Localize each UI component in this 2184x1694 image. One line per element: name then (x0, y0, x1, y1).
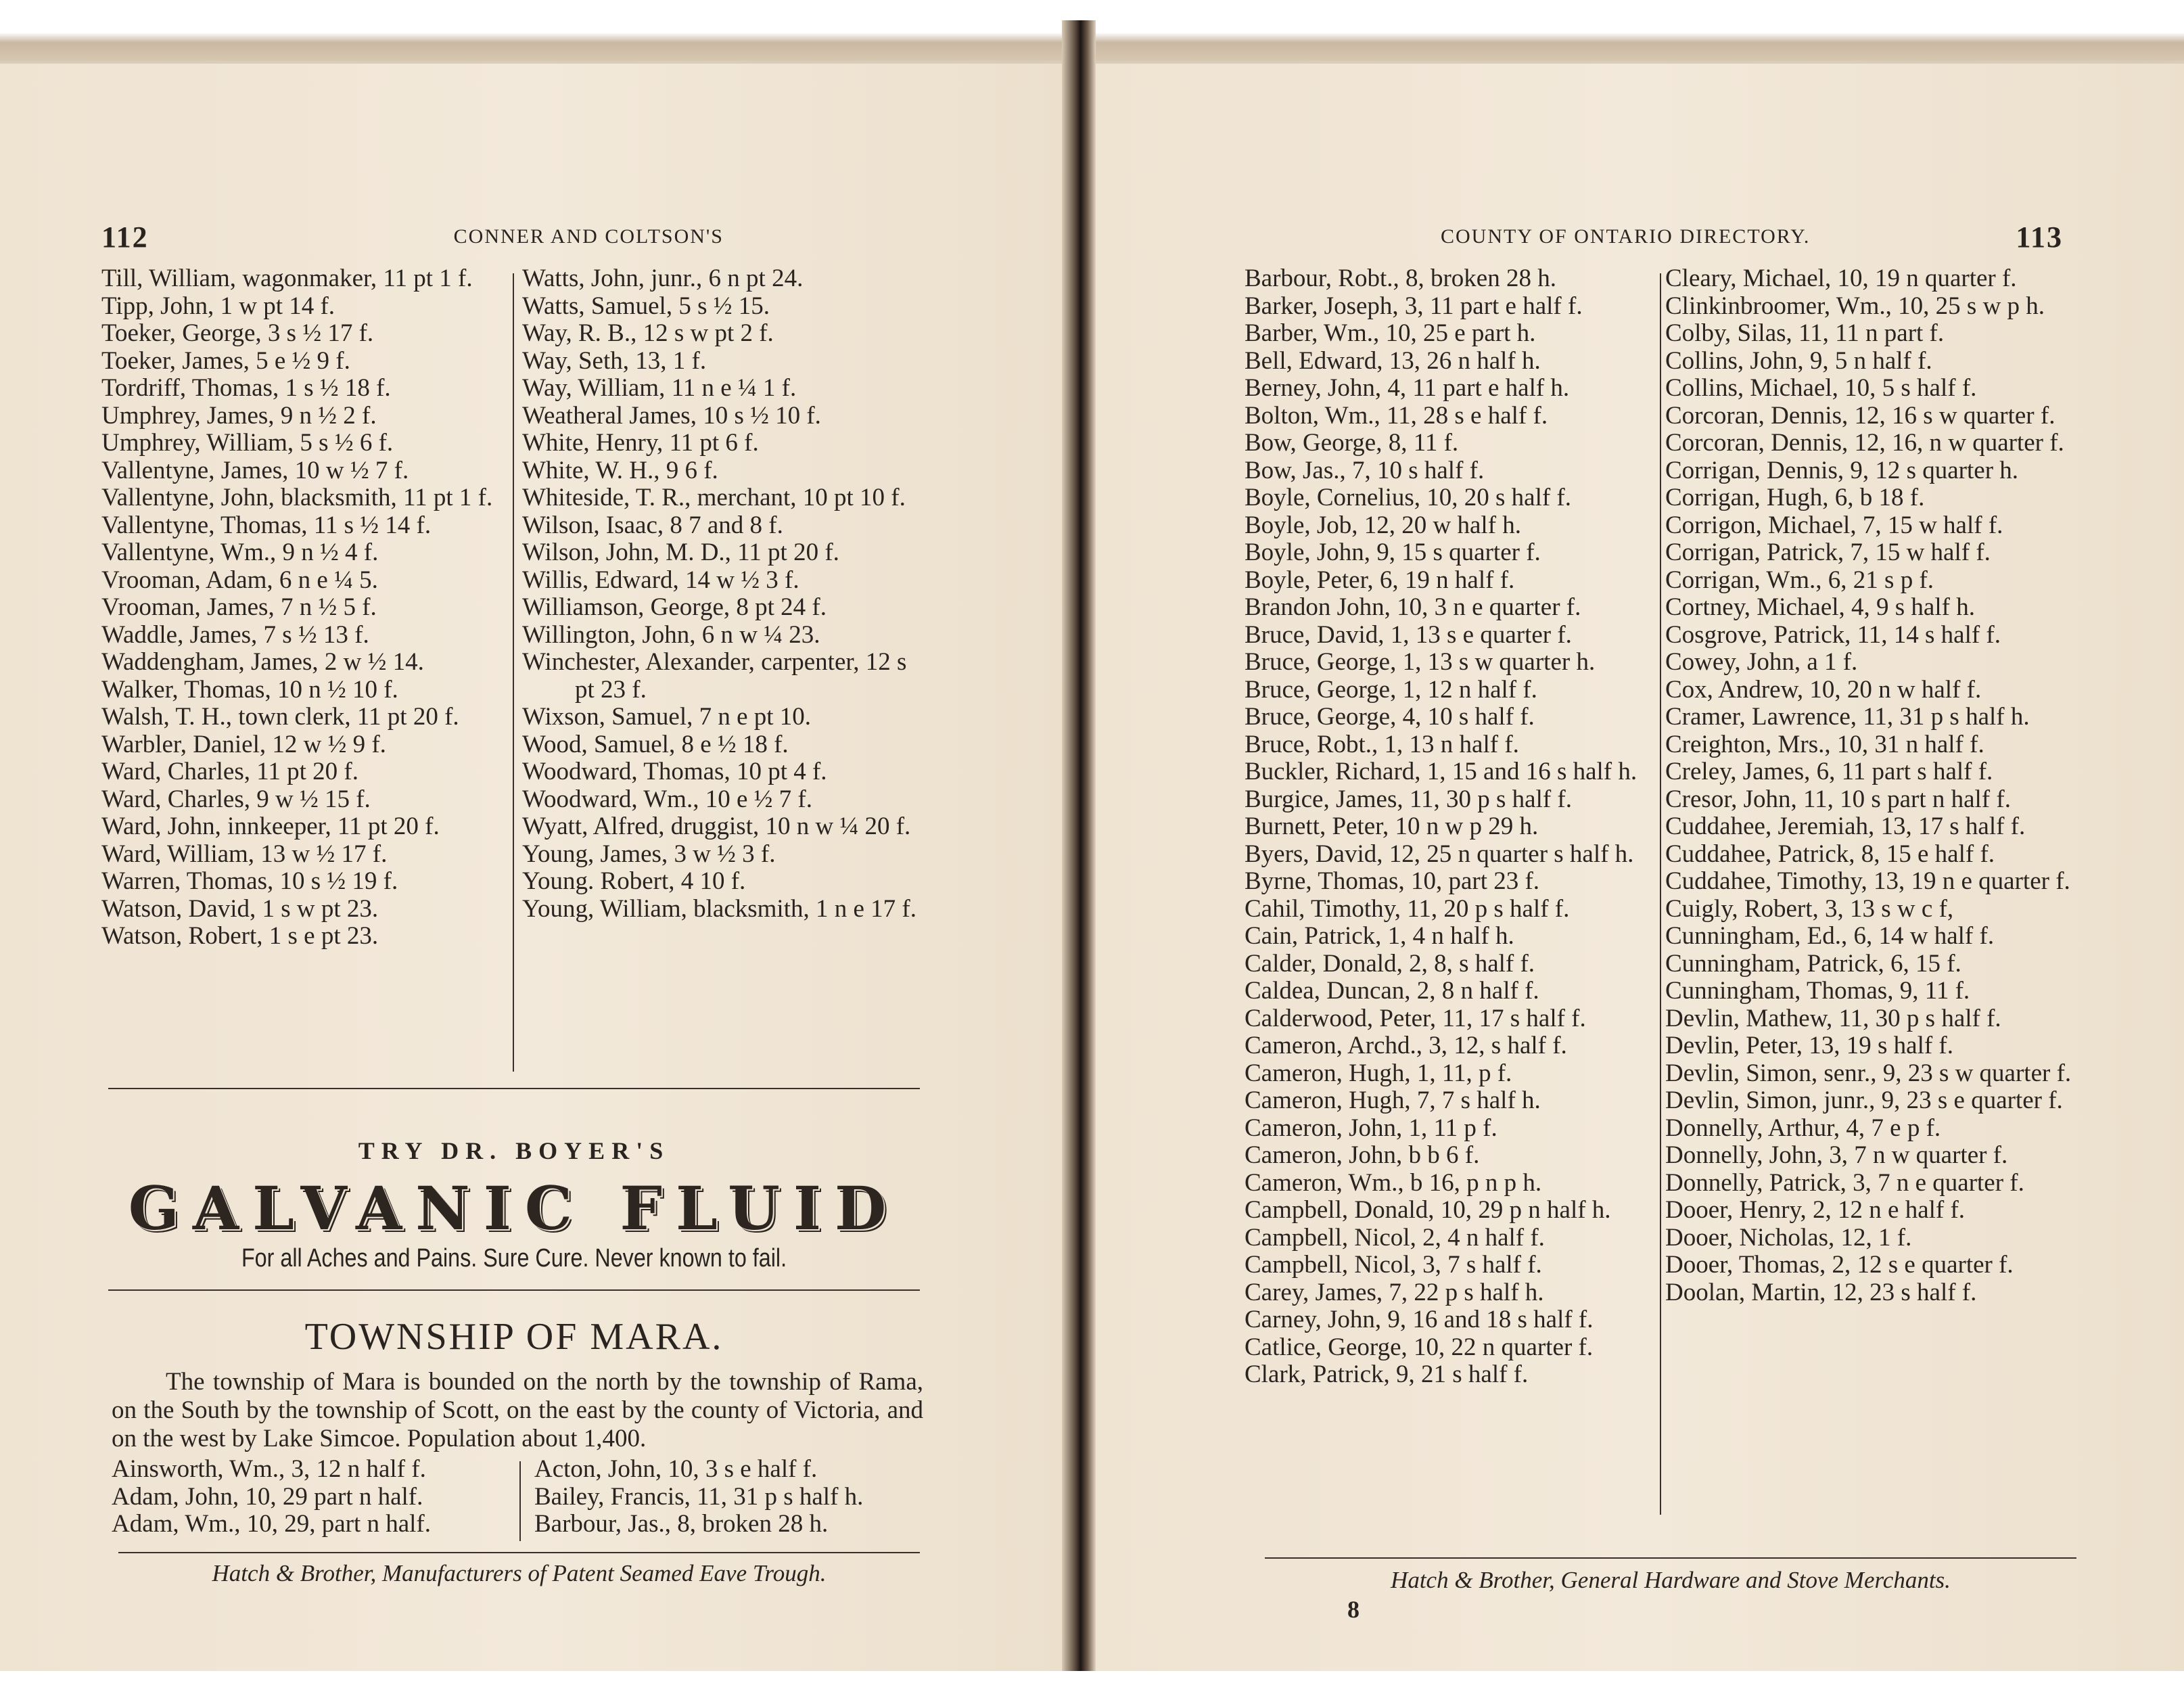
directory-entry: Ward, William, 13 w ½ 17 f. (101, 840, 388, 868)
directory-entry: Vrooman, Adam, 6 n e ¼ 5. (101, 566, 378, 594)
directory-entry: Devlin, Peter, 13, 19 s half f. (1665, 1032, 1953, 1059)
directory-entry: Creighton, Mrs., 10, 31 n half f. (1665, 730, 1984, 758)
directory-entry: Devlin, Simon, junr., 9, 23 s e quarter f. (1665, 1086, 2063, 1114)
directory-entry: Corrigan, Wm., 6, 21 s p f. (1665, 566, 1934, 594)
directory-entry: Cosgrove, Patrick, 11, 14 s half f. (1665, 620, 2001, 649)
directory-entry: Collins, Michael, 10, 5 s half f. (1665, 374, 1977, 402)
directory-entry: Cameron, Archd., 3, 12, s half f. (1245, 1032, 1567, 1059)
directory-entry: Donnelly, Patrick, 3, 7 n e quarter f. (1665, 1168, 2024, 1197)
directory-entry: Boyle, Job, 12, 20 w half h. (1245, 511, 1522, 539)
directory-entry: Cameron, John, b b 6 f. (1245, 1141, 1480, 1169)
signature-mark: 8 (1347, 1596, 1360, 1623)
directory-entry: Burgice, James, 11, 30 p s half f. (1245, 785, 1572, 813)
page-footer: Hatch & Brother, Manufacturers of Patent Seamed Eave Trough. (212, 1560, 827, 1586)
section-rule (108, 1289, 920, 1291)
directory-entry: Cox, Andrew, 10, 20 n w half f. (1665, 675, 1982, 704)
directory-entry: Ainsworth, Wm., 3, 12 n half f. (112, 1455, 426, 1483)
directory-entry: Bruce, George, 4, 10 s half f. (1245, 703, 1535, 731)
left-page-header (101, 216, 981, 257)
directory-entry: Tordriff, Thomas, 1 s ½ 18 f. (101, 374, 391, 402)
section-rule (108, 1088, 920, 1089)
directory-entry: Adam, John, 10, 29 part n half. (112, 1482, 423, 1511)
column-divider (513, 273, 514, 1072)
directory-entry: Bruce, David, 1, 13 s e quarter f. (1245, 620, 1572, 649)
directory-entry: Boyle, John, 9, 15 s quarter f. (1245, 539, 1541, 566)
directory-entry: Way, William, 11 n e ¼ 1 f. (522, 374, 797, 402)
directory-entry: Cowey, John, a 1 f. (1665, 648, 1858, 676)
directory-entry: Bailey, Francis, 11, 31 p s half h. (534, 1482, 864, 1511)
directory-entry: Campbell, Nicol, 2, 4 n half f. (1245, 1223, 1545, 1252)
directory-entry: Cunningham, Thomas, 9, 11 f. (1665, 977, 1970, 1005)
directory-entry: Cuddahee, Patrick, 8, 15 e half f. (1665, 840, 1995, 868)
directory-entry: Acton, John, 10, 3 s e half f. (534, 1455, 818, 1483)
directory-entry: Cameron, Hugh, 1, 11, p f. (1245, 1059, 1512, 1087)
directory-entry: Dooer, Thomas, 2, 12 s e quarter f. (1665, 1251, 2014, 1279)
directory-entry: Williamson, George, 8 pt 24 f. (522, 593, 827, 621)
directory-entry: Corrigan, Patrick, 7, 15 w half f. (1665, 539, 1991, 566)
directory-entry: Donnelly, John, 3, 7 n w quarter f. (1665, 1141, 2008, 1169)
directory-entry: Vallentyne, James, 10 w ½ 7 f. (101, 456, 409, 484)
left-column-1 (101, 265, 497, 951)
directory-entry: Watts, John, junr., 6 n pt 24. (522, 265, 804, 292)
directory-entry: Wilson, John, M. D., 11 pt 20 f. (522, 539, 839, 566)
directory-entry: Bow, Jas., 7, 10 s half f. (1245, 456, 1485, 484)
directory-entry: Corrigan, Hugh, 6, b 18 f. (1665, 484, 1925, 511)
directory-entry: Willis, Edward, 14 w ½ 3 f. (522, 566, 799, 594)
footer-rule (1265, 1557, 2076, 1559)
directory-entry: Watts, Samuel, 5 s ½ 15. (522, 292, 770, 320)
township-column-1 (112, 1456, 517, 1538)
book-spread (0, 20, 2184, 1671)
directory-entry: Walker, Thomas, 10 n ½ 10 f. (101, 675, 398, 704)
directory-entry: Weatheral James, 10 s ½ 10 f. (522, 401, 821, 430)
directory-entry: Bow, George, 8, 11 f. (1245, 429, 1459, 457)
directory-entry: Way, Seth, 13, 1 f. (522, 346, 707, 375)
directory-entry: Devlin, Simon, senr., 9, 23 s w quarter f. (1665, 1059, 2072, 1087)
directory-entry: Ward, Charles, 9 w ½ 15 f. (101, 785, 371, 813)
directory-entry: Cameron, Hugh, 7, 7 s half h. (1245, 1086, 1541, 1114)
directory-entry: Vrooman, James, 7 n ½ 5 f. (101, 593, 377, 621)
right-column-1 (1245, 265, 1650, 1389)
directory-entry: Willington, John, 6 n w ¼ 23. (522, 620, 820, 649)
directory-entry: Bruce, George, 1, 12 n half f. (1245, 675, 1537, 704)
directory-entry: Waddengham, James, 2 w ½ 14. (101, 648, 424, 676)
directory-entry: Cain, Patrick, 1, 4 n half h. (1245, 922, 1514, 950)
directory-entry: Whiteside, T. R., merchant, 10 pt 10 f. (522, 484, 906, 511)
directory-entry: Colby, Silas, 11, 11 n part f. (1665, 319, 1945, 347)
directory-entry: Carney, John, 9, 16 and 18 s half f. (1245, 1306, 1594, 1333)
directory-entry: Woodward, Wm., 10 e ½ 7 f. (522, 785, 812, 813)
right-page-header (1096, 216, 2063, 257)
directory-entry: Cresor, John, 11, 10 s part n half f. (1665, 785, 2011, 813)
advert-line-3: For all Aches and Pains. Sure Cure. Never known to fail. (241, 1244, 787, 1273)
directory-entry: Byrne, Thomas, 10, part 23 f. (1245, 867, 1540, 895)
directory-entry: Campbell, Donald, 10, 29 p n half h. (1245, 1196, 1611, 1224)
directory-entry: Dooer, Nicholas, 12, 1 f. (1665, 1223, 1912, 1252)
directory-entry: Cahil, Timothy, 11, 20 p s half f. (1245, 894, 1570, 923)
directory-entry: Buckler, Richard, 1, 15 and 16 s half h. (1245, 758, 1637, 785)
right-page (1096, 61, 2184, 1671)
page-footer: Hatch & Brother, General Hardware and Stove Merchants. (1391, 1567, 1951, 1593)
directory-entry: Ward, John, innkeeper, 11 pt 20 f. (101, 812, 440, 840)
directory-entry: Catlice, George, 10, 22 n quarter f. (1245, 1333, 1594, 1361)
directory-entry: Clark, Patrick, 9, 21 s half f. (1245, 1360, 1529, 1388)
directory-entry: Calder, Donald, 2, 8, s half f. (1245, 949, 1535, 978)
directory-entry: Vallentyne, Thomas, 11 s ½ 14 f. (101, 511, 432, 539)
directory-entry: Corrigan, Dennis, 9, 12 s quarter h. (1665, 456, 2019, 484)
directory-entry: Bolton, Wm., 11, 28 s e half f. (1245, 401, 1548, 430)
directory-entry: Vallentyne, John, blacksmith, 11 pt 1 f. (101, 484, 493, 511)
directory-entry: Berney, John, 4, 11 part e half h. (1245, 374, 1570, 402)
directory-entry: Warren, Thomas, 10 s ½ 19 f. (101, 867, 398, 895)
directory-entry: Till, William, wagonmaker, 11 pt 1 f. (101, 265, 473, 292)
directory-entry: Creley, James, 6, 11 part s half f. (1665, 758, 1993, 785)
directory-entry: Cameron, John, 1, 11 p f. (1245, 1114, 1497, 1142)
directory-entry: Corrigon, Michael, 7, 15 w half f. (1665, 511, 2003, 539)
directory-entry: Young, James, 3 w ½ 3 f. (522, 840, 776, 868)
directory-entry: Cameron, Wm., b 16, p n p h. (1245, 1168, 1542, 1197)
advert-line-2: GALVANIC FLUID (128, 1173, 900, 1243)
directory-entry: Calderwood, Peter, 11, 17 s half f. (1245, 1004, 1586, 1032)
directory-entry: Campbell, Nicol, 3, 7 s half f. (1245, 1251, 1542, 1279)
directory-entry: Cramer, Lawrence, 11, 31 p s half h. (1665, 703, 2030, 731)
directory-entry: Umphrey, James, 9 n ½ 2 f. (101, 401, 377, 430)
directory-entry: Cortney, Michael, 4, 9 s half h. (1665, 593, 1975, 621)
advert-line-1: TRY DR. BOYER'S (358, 1137, 670, 1164)
book-gutter (1062, 20, 1096, 1671)
directory-entry: Adam, Wm., 10, 29, part n half. (112, 1510, 432, 1538)
directory-entry: Wood, Samuel, 8 e ½ 18 f. (522, 730, 789, 758)
directory-entry: Toeker, George, 3 s ½ 17 f. (101, 319, 374, 347)
directory-entry: Winchester, Alexander, carpenter, 12 s pt 23 f. (522, 648, 907, 704)
directory-entry: Clinkinbroomer, Wm., 10, 25 s w p h. (1665, 292, 2045, 320)
left-page (0, 61, 1062, 1671)
directory-entry: Bruce, Robt., 1, 13 n half f. (1245, 730, 1519, 758)
township-column-2 (534, 1456, 927, 1538)
directory-entry: Bruce, George, 1, 13 s w quarter h. (1245, 648, 1596, 676)
directory-entry: Devlin, Mathew, 11, 30 p s half f. (1665, 1004, 2001, 1032)
directory-entry: Wyatt, Alfred, druggist, 10 n w ¼ 20 f. (522, 812, 911, 840)
directory-entry: Byers, David, 12, 25 n quarter s half h. (1245, 840, 1634, 868)
directory-entry: Cuigly, Robert, 3, 13 s w c f, (1665, 894, 1954, 923)
left-column-2 (522, 265, 921, 923)
running-head: CONNER AND COLTSON'S (453, 225, 724, 248)
directory-entry: Barbour, Jas., 8, broken 28 h. (534, 1510, 829, 1538)
directory-entry: Ward, Charles, 11 pt 20 f. (101, 758, 358, 785)
directory-entry: Young. Robert, 4 10 f. (522, 867, 746, 895)
township-description: The township of Mara is bounded on the north by the township of Rama, on the South by the township of Scott, on the east by the county of Victoria, and on the west by Lake Simcoe. Population about 1,400. (112, 1368, 923, 1452)
footer-rule (118, 1552, 920, 1553)
directory-entry: Wixson, Samuel, 7 n e pt 10. (522, 703, 812, 731)
directory-entry: Cuddahee, Jeremiah, 13, 17 s half f. (1665, 812, 2026, 840)
directory-entry: Way, R. B., 12 s w pt 2 f. (522, 319, 774, 347)
directory-entry: Boyle, Peter, 6, 19 n half f. (1245, 566, 1515, 594)
directory-entry: Burnett, Peter, 10 n w p 29 h. (1245, 812, 1539, 840)
directory-entry: Barbour, Robt., 8, broken 28 h. (1245, 265, 1556, 292)
directory-entry: Corcoran, Dennis, 12, 16 s w quarter f. (1665, 401, 2055, 430)
right-column-2 (1665, 265, 2078, 1306)
directory-entry: Boyle, Cornelius, 10, 20 s half f. (1245, 484, 1572, 511)
directory-entry: Young, William, blacksmith, 1 n e 17 f. (522, 894, 916, 923)
column-divider (1660, 273, 1661, 1515)
directory-entry: Brandon John, 10, 3 n e quarter f. (1245, 593, 1581, 621)
directory-entry: White, W. H., 9 6 f. (522, 456, 718, 484)
running-head: COUNTY OF ONTARIO DIRECTORY. (1441, 225, 1811, 248)
directory-entry: Vallentyne, Wm., 9 n ½ 4 f. (101, 539, 379, 566)
directory-entry: Warbler, Daniel, 12 w ½ 9 f. (101, 730, 386, 758)
directory-entry: Donnelly, Arthur, 4, 7 e p f. (1665, 1114, 1941, 1142)
directory-entry: Tipp, John, 1 w pt 14 f. (101, 292, 335, 320)
directory-entry: Watson, David, 1 s w pt 23. (101, 894, 379, 923)
directory-entry: Walsh, T. H., town clerk, 11 pt 20 f. (101, 703, 459, 731)
directory-entry: Waddle, James, 7 s ½ 13 f. (101, 620, 369, 649)
directory-entry: White, Henry, 11 pt 6 f. (522, 429, 759, 457)
directory-entry: Woodward, Thomas, 10 pt 4 f. (522, 758, 827, 785)
page-number: 112 (101, 220, 149, 254)
page-number: 113 (2016, 220, 2063, 254)
directory-entry: Umphrey, William, 5 s ½ 6 f. (101, 429, 394, 457)
directory-entry: Bell, Edward, 13, 26 n half h. (1245, 346, 1541, 375)
column-divider (519, 1461, 521, 1541)
directory-entry: Caldea, Duncan, 2, 8 n half f. (1245, 977, 1539, 1005)
directory-entry: Barber, Wm., 10, 25 e part h. (1245, 319, 1536, 347)
directory-entry: Collins, John, 9, 5 n half f. (1665, 346, 1932, 375)
directory-entry: Watson, Robert, 1 s e pt 23. (101, 922, 379, 950)
township-title: TOWNSHIP OF MARA. (304, 1316, 724, 1358)
directory-entry: Cuddahee, Timothy, 13, 19 n e quarter f. (1665, 867, 2070, 895)
directory-entry: Toeker, James, 5 e ½ 9 f. (101, 346, 350, 375)
directory-entry: Cunningham, Ed., 6, 14 w half f. (1665, 922, 1995, 950)
directory-entry: Carey, James, 7, 22 p s half h. (1245, 1278, 1544, 1306)
directory-entry: Cunningham, Patrick, 6, 15 f. (1665, 949, 1961, 978)
directory-entry: Wilson, Isaac, 8 7 and 8 f. (522, 511, 783, 539)
directory-entry: Barker, Joseph, 3, 11 part e half f. (1245, 292, 1583, 320)
directory-entry: Cleary, Michael, 10, 19 n quarter f. (1665, 265, 2017, 292)
directory-entry: Doolan, Martin, 12, 23 s half f. (1665, 1278, 1977, 1306)
directory-entry: Dooer, Henry, 2, 12 n e half f. (1665, 1196, 1966, 1224)
directory-entry: Corcoran, Dennis, 12, 16, n w quarter f. (1665, 429, 2064, 457)
